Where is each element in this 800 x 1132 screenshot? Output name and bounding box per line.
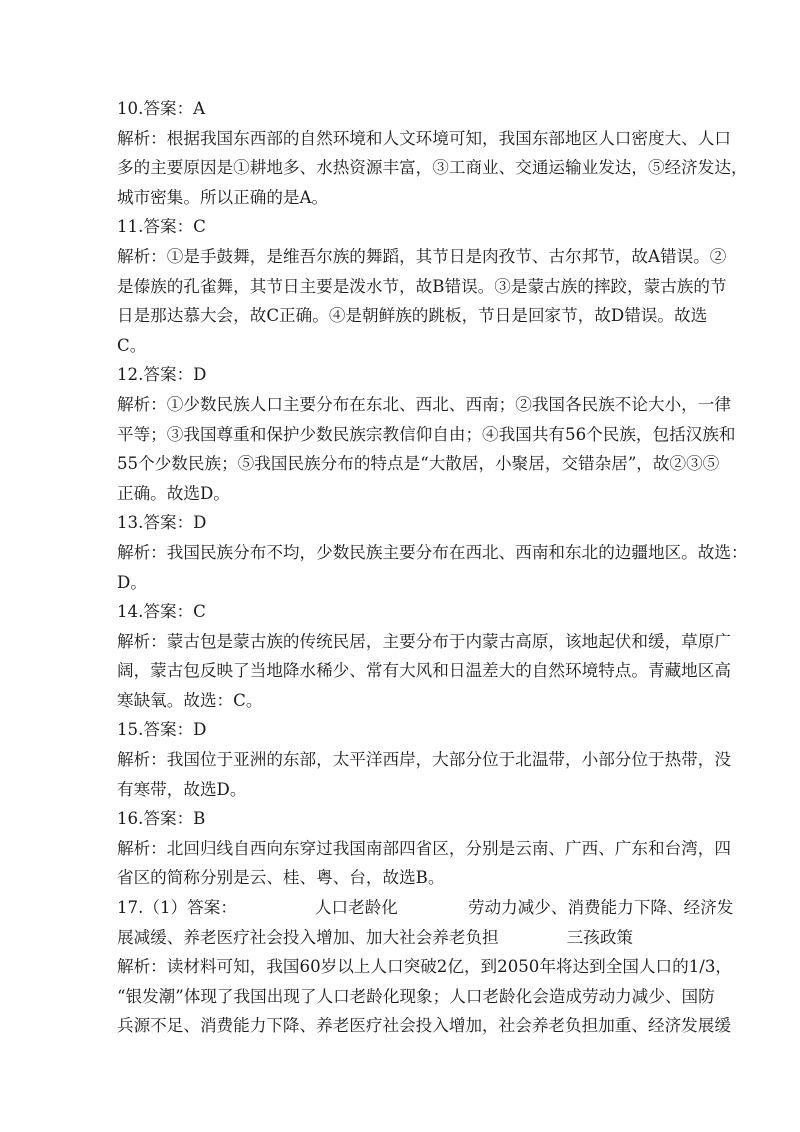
document-page [117, 94, 748, 1041]
answer-12-line-1: 解析：①少数民族人口主要分布在东北、西北、西南；②我国各民族不论大小，一律 [117, 394, 731, 414]
answer-17-blank-3: 三孩政策 [566, 927, 634, 947]
answer-10-line-2: 多的主要原因是①耕地多、水热资源丰富，③工商业、交通运输业发达，⑤经济发达， [117, 158, 748, 178]
answer-12-line-3: 55个少数民族；⑤我国民族分布的特点是“大散居，小聚居，交错杂居”，故②③⑤ [117, 454, 720, 474]
answer-12-line-2: 平等；③我国尊重和保护少数民族宗教信仰自由；④我国共有56个民族，包括汉族和 [117, 424, 736, 444]
answer-15-line-2: 有寒带，故选D。 [117, 779, 247, 799]
answer-12-line-4: 正确。故选D。 [117, 483, 230, 503]
answer-17-analysis-line-1: 解析：读材料可知，我国60岁以上人口突破2亿，到2050年将达到全国人口的1/3， [117, 957, 733, 977]
answer-17-blank-2-start: 劳动力减少、消费能力下降、经济发 [467, 898, 734, 918]
answer-17-heading-line [117, 893, 734, 923]
answer-15-line-1: 解析：我国位于亚洲的东部，太平洋西岸，大部分位于北温带，小部分位于热带，没 [117, 750, 731, 770]
answer-12-heading: 12.答案：D [117, 365, 207, 385]
answer-10-heading: 10.答案：A [117, 99, 206, 118]
answer-17-continuation-line [117, 923, 689, 953]
answer-17-prefix: 17.（1）答案： [117, 898, 237, 918]
answer-13-line-2: D。 [117, 572, 147, 592]
answer-10-line-1: 解析：根据我国东西部的自然环境和人文环境可知，我国东部地区人口密度大、人口 [117, 128, 731, 148]
answer-17-blank-2-end: 展减缓、养老医疗社会投入增加、加大社会养老负担 [117, 927, 499, 947]
answer-15-heading: 15.答案：D [117, 720, 207, 740]
answer-11-line-1: 解析：①是手鼓舞，是维吾尔族的舞蹈，其节日是肉孜节、古尔邦节，故A错误。② [117, 246, 727, 266]
answer-16-heading: 16.答案：B [117, 809, 206, 829]
answer-13-line-1: 解析：我国民族分布不均，少数民族主要分布在西北、西南和东北的边疆地区。故选： [117, 542, 748, 562]
answer-17-analysis-line-3: 兵源不足、消费能力下降、养老医疗社会投入增加，社会养老负担加重、经济发展缓 [117, 1016, 731, 1036]
answer-17-blank-1: 人口老龄化 [314, 898, 398, 918]
answer-11-line-3: 日是那达慕大会，故C正确。④是朝鲜族的跳板，节日是回家节，故D错误。故选 [117, 306, 708, 326]
answer-14-line-2: 阔，蒙古包反映了当地降水稀少、常有大风和日温差大的自然环境特点。青藏地区高 [117, 661, 731, 681]
answer-11-heading: 11.答案：C [117, 217, 206, 237]
answer-14-line-3: 寒缺氧。故选：C。 [117, 690, 263, 710]
answer-17-analysis-line-2: “银发潮”体现了我国出现了人口老龄化现象；人口老龄化会造成劳动力减少、国防 [117, 986, 715, 1006]
answer-14-line-1: 解析：蒙古包是蒙古族的传统民居，主要分布于内蒙古高原，该地起伏和缓，草原广 [117, 631, 731, 651]
answer-14-heading: 14.答案：C [117, 602, 206, 622]
answer-10-line-3: 城市密集。所以正确的是A。 [117, 187, 329, 207]
answer-11-line-2: 是傣族的孔雀舞，其节日主要是泼水节，故B错误。③是蒙古族的摔跤，蒙古族的节 [117, 276, 727, 296]
answer-13-heading: 13.答案：D [117, 513, 207, 533]
answer-16-line-2: 省区的简称分别是云、桂、粤、台，故选B。 [117, 868, 445, 888]
answer-16-line-1: 解析：北回归线自西向东穿过我国南部四省区，分别是云南、广西、广东和台湾，四 [117, 838, 731, 858]
answer-11-line-4: C。 [117, 335, 147, 355]
